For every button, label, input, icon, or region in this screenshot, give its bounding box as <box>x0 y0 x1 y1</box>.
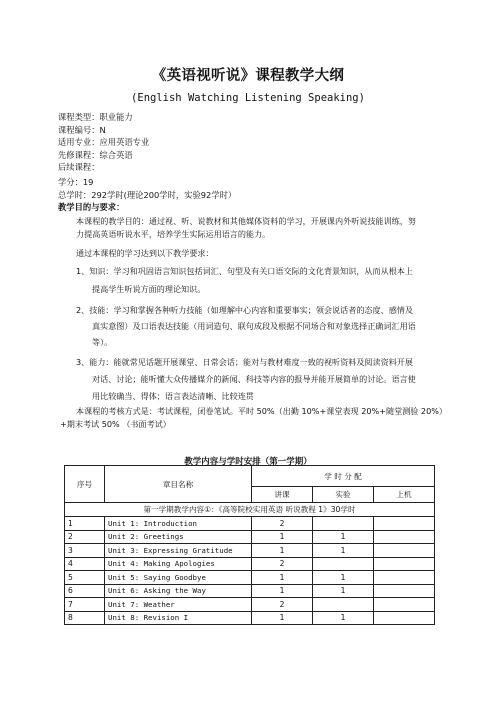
row-number: 7 <box>65 598 105 612</box>
row-chapter-name: Unit 6: Asking the Way <box>105 584 252 598</box>
assessment-method: 本课程的考核方式是：考试课程，闭卷笔试。平时 50%（出勤 10%+课堂表现 20%+随堂测验 20%） <box>76 406 448 416</box>
row-lecture-hours: 2 <box>252 517 313 531</box>
row-lecture-hours: 1 <box>252 611 313 625</box>
requirement-ability-cont: 用比较确当、得体；语言表达清晰、比较连贯 <box>92 391 254 401</box>
row-lecture-hours: 2 <box>252 598 313 612</box>
row-number: 3 <box>65 544 105 558</box>
row-lecture-hours: 1 <box>252 584 313 598</box>
row-lecture-hours: 2 <box>252 557 313 571</box>
row-chapter-name: Unit 2: Greetings <box>105 530 252 544</box>
requirement-skills-cont: 真实意图）及口语表达技能（用词造句、联句成段及根据不同场合和对象选择正确词汇用语 <box>92 321 416 331</box>
table-row <box>65 584 435 598</box>
row-number: 4 <box>65 557 105 571</box>
row-number: 1 <box>65 517 105 531</box>
row-number: 2 <box>65 530 105 544</box>
requirement-ability-cont: 对话、讨论；能听懂大众传播媒介的新闻、科技等内容的报导并能开展简单的讨论。语言使 <box>92 374 416 384</box>
row-lab-hours <box>313 557 374 571</box>
credits: 学分：19 <box>58 177 94 187</box>
row-chapter-name: Unit 1: Introduction <box>105 517 252 531</box>
row-machine-hours <box>374 571 435 585</box>
row-lecture-hours: 1 <box>252 544 313 558</box>
page-title: 《英语视听说》课程教学大纲 <box>151 68 345 84</box>
table-row <box>65 611 435 625</box>
row-lab-hours <box>313 517 374 531</box>
row-lab-hours: 1 <box>313 544 374 558</box>
row-machine-hours <box>374 544 435 558</box>
row-machine-hours <box>374 530 435 544</box>
course-code: 课程编号：N <box>58 124 106 135</box>
assessment-method-cont: +期末考试 50% （书面考试） <box>60 419 171 429</box>
schedule-table-title: 教学内容与学时安排（第一学期） <box>184 457 312 467</box>
table-row <box>65 571 435 585</box>
requirements-intro: 通过本课程的学习达到以下教学要求： <box>76 248 214 258</box>
row-chapter-name: Unit 5: Saying Goodbye <box>105 571 252 585</box>
row-lab-hours: 1 <box>313 571 374 585</box>
prerequisite-course: 先修课程：综合英语 <box>58 149 133 160</box>
row-lab-hours: 1 <box>313 530 374 544</box>
row-chapter-name: Unit 8: Revision I <box>105 611 252 625</box>
row-chapter-name: Unit 4: Making Apologies <box>105 557 252 571</box>
table-row <box>65 544 435 558</box>
row-lecture-hours: 1 <box>252 571 313 585</box>
row-machine-hours <box>374 557 435 571</box>
row-lab-hours <box>313 598 374 612</box>
row-lab-hours: 1 <box>313 584 374 598</box>
table-row <box>65 598 435 612</box>
schedule-table <box>64 465 435 625</box>
header-number: 序号 <box>65 466 105 503</box>
page-subtitle: (English Watching Listening Speaking) <box>131 92 365 104</box>
row-machine-hours <box>374 584 435 598</box>
requirement-skills: 2、技能：学习和掌握各种听力技能（如理解中心内容和重要事实；领会说话者的态度、感情及 <box>76 305 413 315</box>
followup-course: 后续课程： <box>58 162 100 172</box>
row-lab-hours: 1 <box>313 611 374 625</box>
header-chapter-name: 章目名称 <box>105 466 252 503</box>
header-machine: 上机 <box>374 487 435 503</box>
header-lab: 实验 <box>313 487 374 503</box>
applicable-major: 适用专业：应用英语专业 <box>58 137 150 147</box>
course-type: 课程类型：职业能力 <box>58 112 133 122</box>
row-machine-hours <box>374 598 435 612</box>
goals-paragraph-line: 力提高英语听说水平，培养学生实际运用语言的能力。 <box>76 229 271 239</box>
row-number: 6 <box>65 584 105 598</box>
row-number: 5 <box>65 571 105 585</box>
row-chapter-name: Unit 3: Expressing Gratitude <box>105 544 252 558</box>
requirement-skills-cont: 等）。 <box>92 337 113 347</box>
goals-paragraph-line: 本课程的教学目的：通过视、听、说教材和其他媒体资料的学习，开展课内外听说技能训练，努 <box>76 216 416 226</box>
row-chapter-name: Unit 7: Weather <box>105 598 252 612</box>
row-lecture-hours: 1 <box>252 530 313 544</box>
requirement-knowledge: 1、知识：学习和巩固语言知识包括词汇、句型及有关口语交际的文化背景知识，从而从根本上 <box>76 266 413 276</box>
section-row: 第一学期教学内容①：《高等院校实用英语 听说教程 1》30学时 <box>65 503 435 517</box>
header-hours-allocation: 学 时 分 配 <box>252 466 435 487</box>
row-machine-hours <box>374 611 435 625</box>
table-row <box>65 530 435 544</box>
requirement-knowledge-cont: 提高学生听说方面的理论知识。 <box>92 284 206 294</box>
header-lecture: 讲课 <box>252 487 313 503</box>
table-row <box>65 557 435 571</box>
goals-heading: 教学目的与要求： <box>58 202 125 212</box>
row-machine-hours <box>374 517 435 531</box>
requirement-ability: 3、能力：能就常见话题开展课堂、日常会话；能对与教材难度一致的视听资料及阅读资料开展 <box>76 357 413 367</box>
row-number: 8 <box>65 611 105 625</box>
table-row <box>65 517 435 531</box>
total-hours: 总学时：292学时(理论200学时，实验92学时） <box>58 189 237 200</box>
